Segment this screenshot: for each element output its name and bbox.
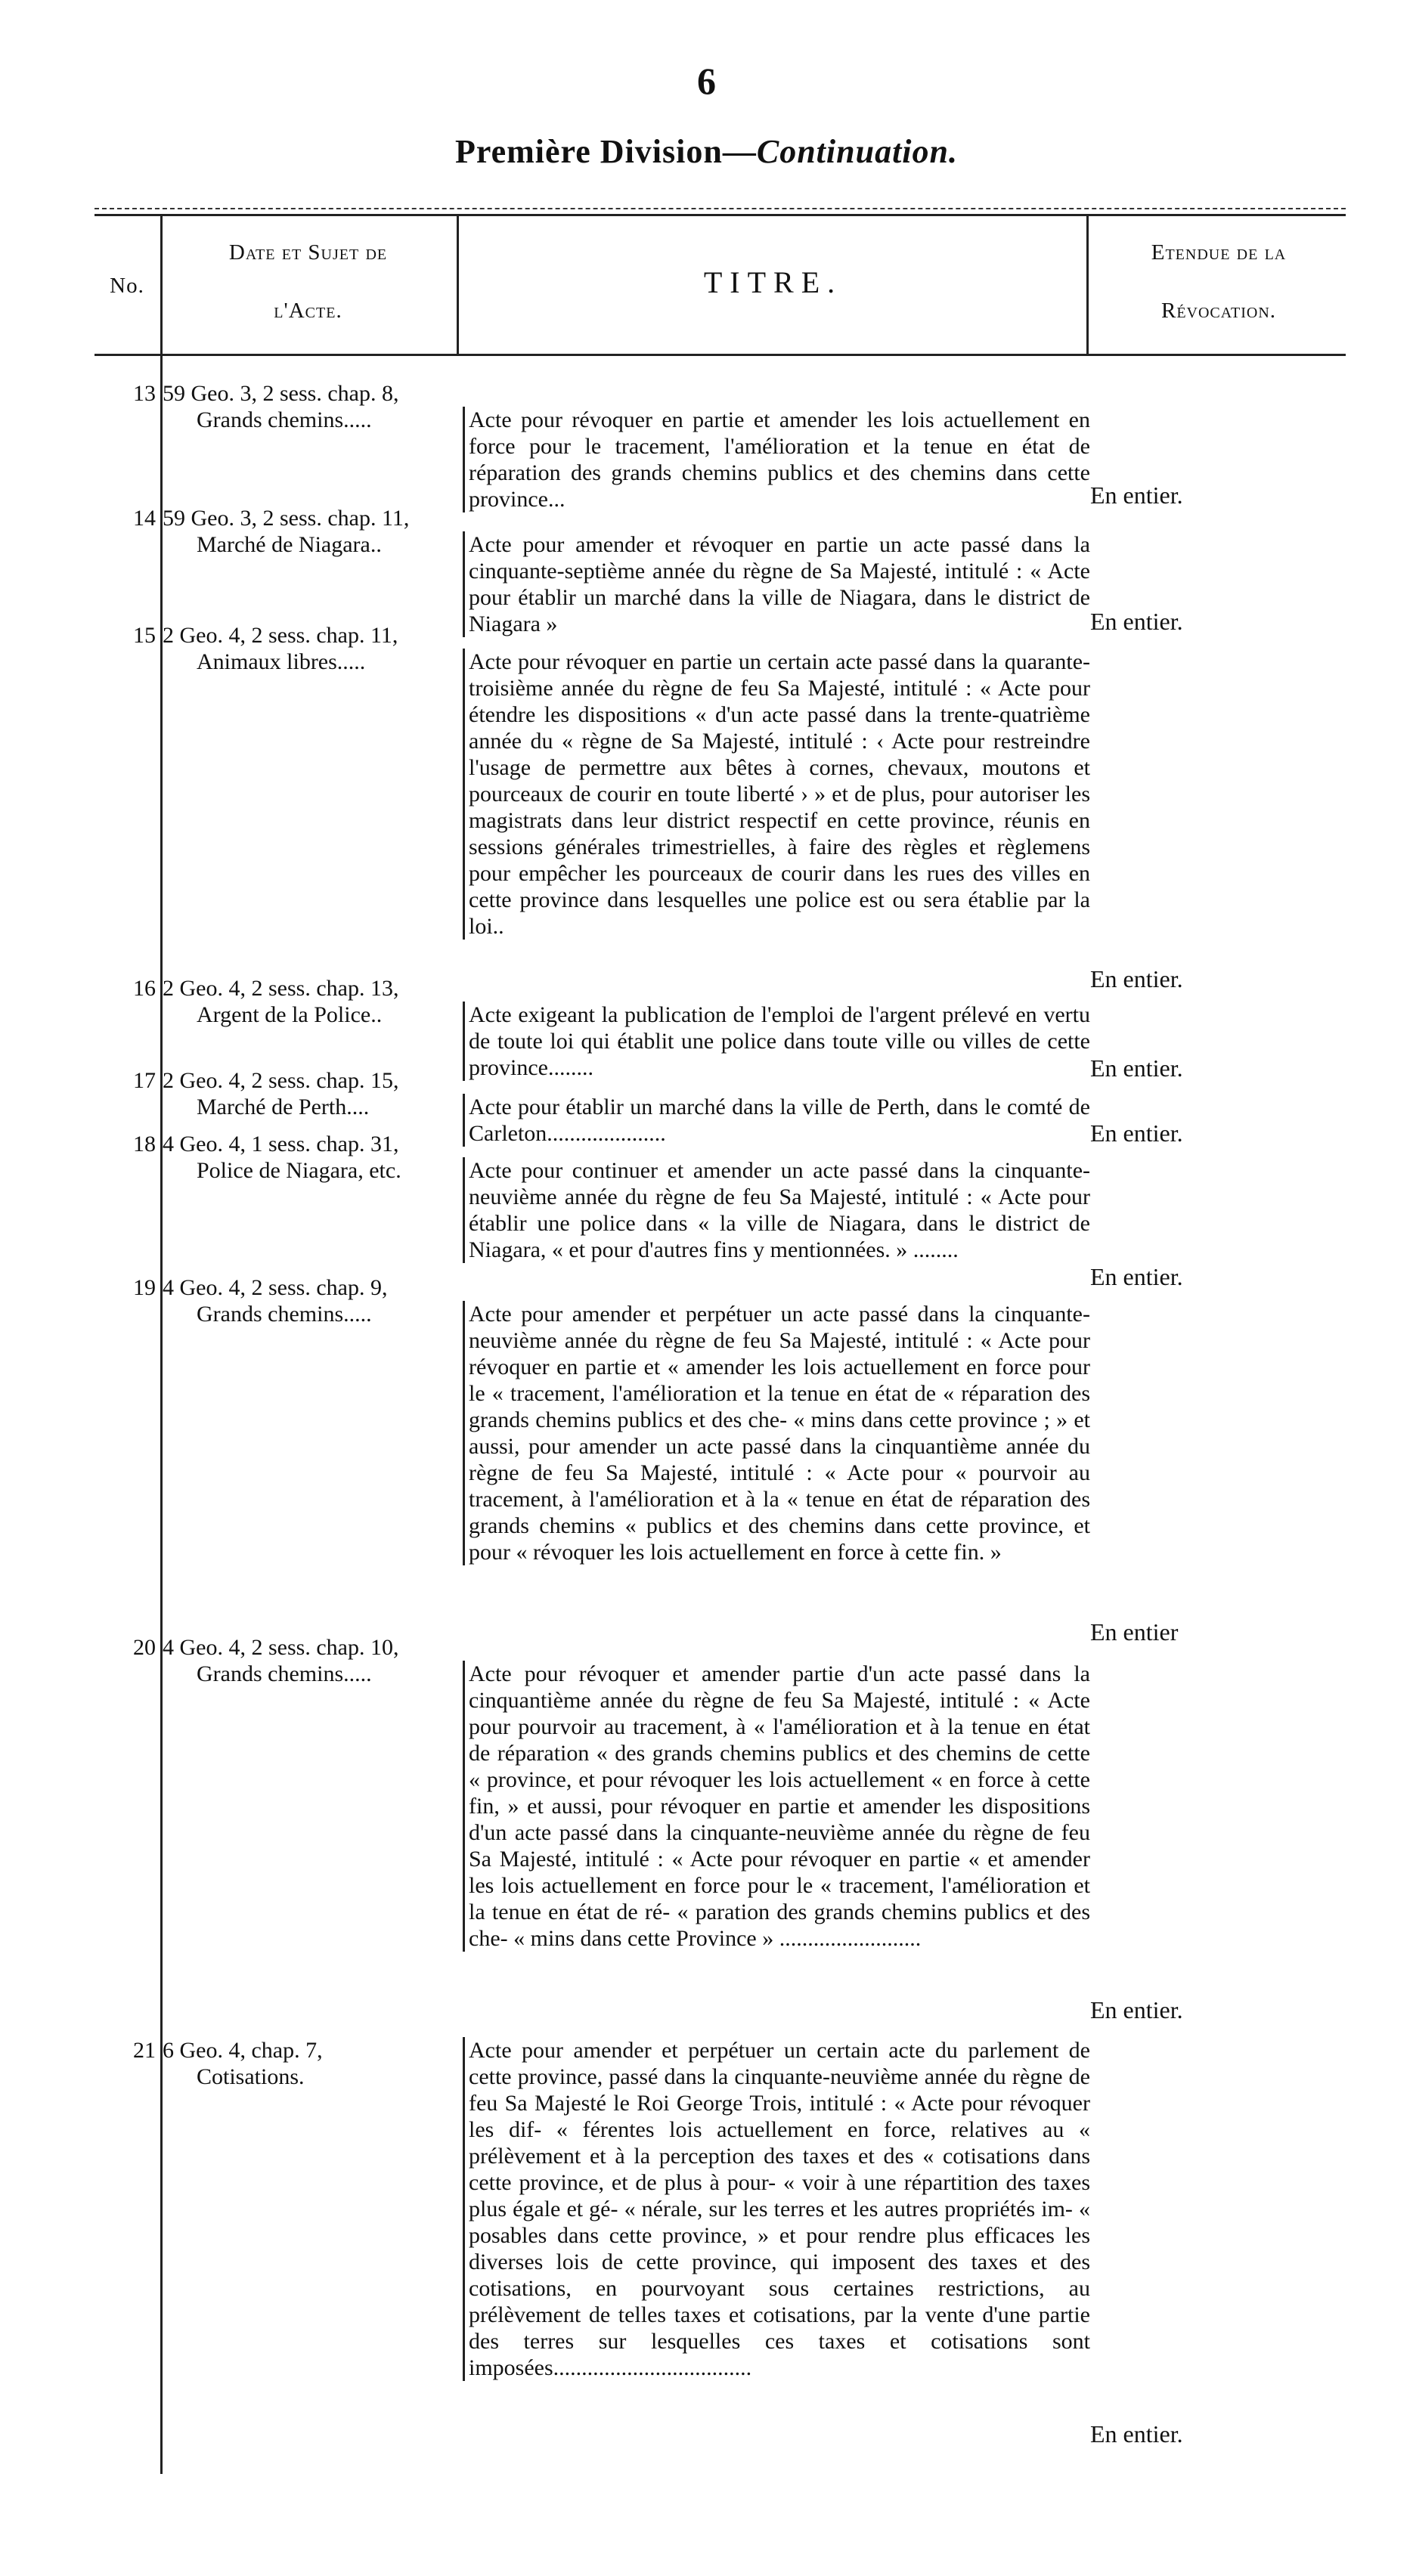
- row-14-number: 14: [133, 506, 156, 531]
- row-18-date: [163, 1131, 450, 1184]
- row-19-number: 19: [133, 1275, 156, 1300]
- running-head-continuation: Continuation.: [756, 133, 958, 170]
- row-19-date-line1: 4 Geo. 4, 2 sess. chap. 9,: [163, 1275, 388, 1300]
- row-14-date: [163, 505, 450, 558]
- row-16-date-line1: 2 Geo. 4, 2 sess. chap. 13,: [163, 976, 399, 1001]
- header-etendue: [1090, 240, 1347, 265]
- row-18-number: 18: [133, 1132, 156, 1156]
- row-13-etendue: En entier.: [1090, 481, 1183, 509]
- column-divider-date-header: [457, 214, 459, 354]
- row-19-titre: Acte pour amender et perpétuer un acte passé dans la cinquante-neuvième année du règne de feu Sa Majesté, intitulé : « Acte pour révoquer en partie et « amender les lois actuellement en force pour le « tracement, l'amélioration et la tenue en état de « réparation des grands chemins publics et des che- « mins dans cette province ; » et aussi, pour amender un acte passé dans la cinquantième année du règne de feu Sa Majesté, intitulé : « Acte pour « pourvoir au tracement, à l'amélioration et à la « tenue en état de réparation des grands chemins « publics et des chemins dans cette province, et pour « révoquer les lois actuellement en force à cette fin. »: [463, 1301, 1090, 1565]
- header-top-rule-dashed: [95, 208, 1346, 209]
- header-etendue-line2: Révocation.: [1160, 299, 1277, 323]
- header-top-rule: [95, 214, 1346, 216]
- row-18-subject: Police de Niagara, etc.: [197, 1158, 401, 1183]
- row-17-etendue: En entier.: [1090, 1119, 1183, 1147]
- row-14-date-line1: 59 Geo. 3, 2 sess. chap. 11,: [163, 506, 410, 531]
- header-etendue-line1: Etendue de la: [1151, 240, 1287, 265]
- row-18-date-line1: 4 Geo. 4, 1 sess. chap. 31,: [163, 1132, 399, 1156]
- header-no: No.: [110, 274, 144, 298]
- row-15-etendue: En entier.: [1090, 965, 1183, 992]
- row-16-number: 16: [133, 976, 156, 1001]
- row-14-titre: Acte pour amender et révoquer en partie un acte passé dans la cinquante-septième année du règne de Sa Majesté, intitulé : « Acte pour établir un marché dans la ville de Niagara, dans le district de Niagara »: [463, 531, 1090, 637]
- row-21-subject: Cotisations.: [197, 2064, 305, 2089]
- row-17-titre: Acte pour établir un marché dans la ville de Perth, dans le comté de Carleton.....................: [463, 1094, 1090, 1147]
- row-15-number: 15: [133, 623, 156, 648]
- row-20-subject: Grands chemins.....: [197, 1661, 372, 1686]
- header-titre: TITRE.: [703, 265, 843, 299]
- row-17-subject: Marché de Perth....: [197, 1094, 370, 1119]
- header-bottom-rule: [95, 354, 1346, 356]
- row-21-date-line1: 6 Geo. 4, chap. 7,: [163, 2038, 323, 2063]
- row-16-subject: Argent de la Police..: [197, 1002, 383, 1027]
- row-17-number: 17: [133, 1068, 156, 1093]
- row-16-date: [163, 975, 450, 1028]
- running-head-division: Première Division—: [455, 133, 757, 170]
- row-13-number: 13: [133, 381, 156, 406]
- row-19-date: [163, 1274, 450, 1327]
- row-20-etendue: En entier.: [1090, 1996, 1183, 2023]
- column-divider-titre-header: [1086, 214, 1089, 354]
- running-head: [0, 132, 1413, 171]
- header-date: [163, 240, 454, 265]
- row-21-date: [163, 2037, 450, 2090]
- row-18-etendue: En entier.: [1090, 1263, 1183, 1290]
- row-18-titre: Acte pour continuer et amender un acte passé dans la cinquante-neuvième année du règne de feu Sa Majesté, intitulé : « Acte pour établir une police dans « la ville de Niagara, dans le district de Niagara, « et pour d'autres fins y mentionnées. » ........: [463, 1157, 1090, 1263]
- row-13-titre: Acte pour révoquer en partie et amender les lois actuellement en force pour le tracement, l'amélioration et la tenue en état de réparation des grands chemins publics et des chemins dans cette province...: [463, 407, 1090, 512]
- row-20-number: 20: [133, 1635, 156, 1660]
- page-number: 6: [697, 60, 716, 102]
- row-14-subject: Marché de Niagara..: [197, 532, 382, 557]
- row-14-etendue: En entier.: [1090, 608, 1183, 635]
- header-date-line1: Date et Sujet de: [228, 240, 388, 265]
- row-20-date: [163, 1634, 450, 1687]
- row-19-etendue: En entier: [1090, 1618, 1179, 1646]
- row-20-date-line1: 4 Geo. 4, 2 sess. chap. 10,: [163, 1635, 399, 1660]
- row-15-date-line1: 2 Geo. 4, 2 sess. chap. 11,: [163, 623, 398, 648]
- row-17-date: [163, 1067, 450, 1120]
- row-16-etendue: En entier.: [1090, 1054, 1183, 1082]
- header-date-second-line: [163, 299, 454, 324]
- header-etendue-second-line: [1090, 299, 1347, 324]
- header-date-line2: l'Acte.: [274, 299, 342, 323]
- row-20-titre: Acte pour révoquer et amender partie d'un acte passé dans la cinquantième année du règne de feu Sa Majesté, intitulé : « Acte pour pourvoir au tracement, à « l'amélioration et à la tenue en état de réparation « des grands chemins publics et des chemins de cette « province, et pour révoquer les lois actuellement « en force à cette fin, » et aussi, pour révoquer en partie et amender les dispositions d'un acte passé dans la cinquante-neuvième année du règne de feu Sa Majesté, intitulé : « Acte pour révoquer en partie « et amender les lois actuellement en force pour le « tracement, l'amélioration et la tenue en état de ré- « paration des grands chemins publics et des che- « mins dans cette Province » .........................: [463, 1661, 1090, 1952]
- row-16-titre: Acte exigeant la publication de l'emploi de l'argent prélevé en vertu de toute loi qui établit une police dans toute ville ou villes de cette province........: [463, 1002, 1090, 1081]
- row-13-subject: Grands chemins.....: [197, 407, 372, 432]
- row-21-number: 21: [133, 2038, 156, 2063]
- row-21-etendue: En entier.: [1090, 2420, 1183, 2448]
- row-15-subject: Animaux libres.....: [197, 649, 366, 674]
- row-21-titre: Acte pour amender et perpétuer un certain acte du parlement de cette province, passé dans la cinquante-neuvième année du règne de feu Sa Majesté le Roi George Trois, intitulé : « Acte pour révoquer les dif- « férentes lois actuellement en force, relatives au « prélèvement et à la perception des taxes et des « cotisations dans cette province, et de plus à pour- « voir à une répartition des taxes plus égale et gé- « nérale, sur les terres et les autres propriétés im- « posables dans cette province, » et pour rendre plus efficaces les diverses lois de cette province, qui imposent des taxes et des cotisations, en pourvoyant sous certaines restrictions, au prélèvement de telles taxes et cotisations, par la vente d'une partie des terres sur lesquelles ces taxes et cotisations sont imposées...................................: [463, 2037, 1090, 2381]
- row-13-date: [163, 380, 450, 433]
- row-13-date-line1: 59 Geo. 3, 2 sess. chap. 8,: [163, 381, 399, 406]
- row-19-subject: Grands chemins.....: [197, 1302, 372, 1327]
- row-15-date: [163, 622, 450, 675]
- row-15-titre: Acte pour révoquer en partie un certain acte passé dans la quarante-troisième année du règne de feu Sa Majesté, intitulé : « Acte pour étendre les dispositions « d'un acte passé dans la trente-quatrième année du « règne de Sa Majesté, intitulé : ‹ Acte pour restreindre l'usage de permettre aux bêtes à cornes, chevaux, moutons et pourceaux de courir en toute liberté › » et de plus, pour autoriser les magistrats dans leur district respectif en cette province, réunis en sessions générales trimestrielles, à faire des règles et règlemens pour empêcher les pourceaux de courir dans les rues des villes en cette province dans lesquelles une police est ou sera établie par la loi..: [463, 649, 1090, 940]
- row-17-date-line1: 2 Geo. 4, 2 sess. chap. 15,: [163, 1068, 399, 1093]
